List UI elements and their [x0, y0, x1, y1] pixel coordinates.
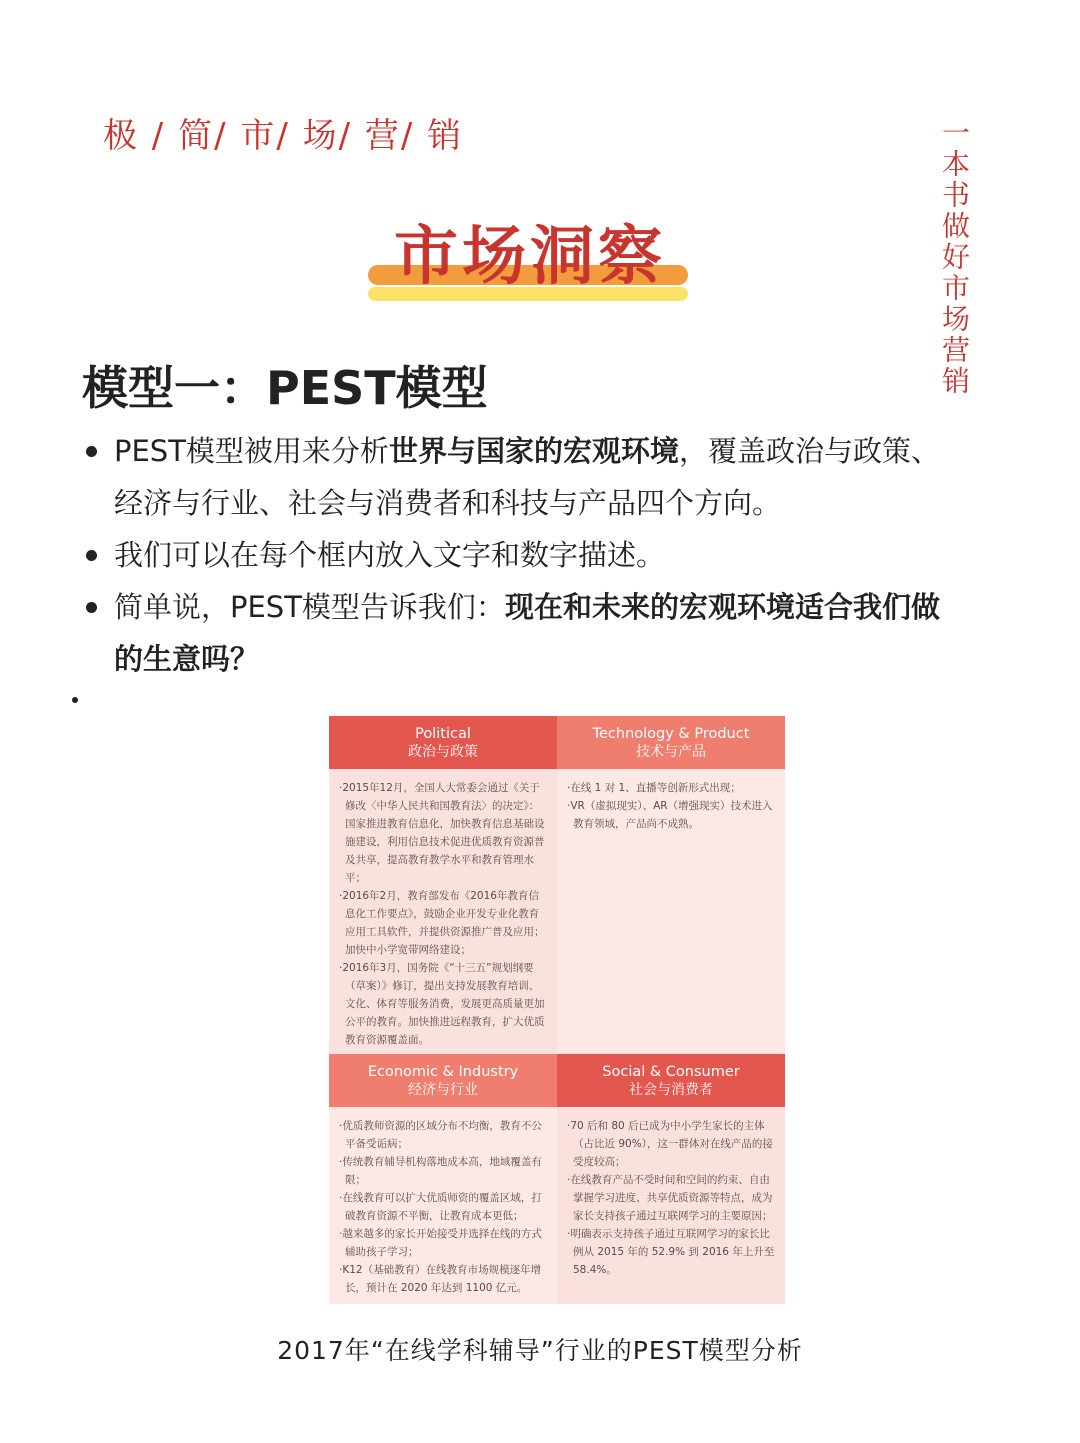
economic-title-zh: 经济与行业	[408, 1082, 478, 1098]
brand-vertical-slogan: 一本书做好市场营销	[938, 118, 971, 397]
political-title-en: Political	[415, 726, 471, 742]
economic-title-en: Economic & Industry	[367, 1064, 519, 1080]
social-title-en: Social & Consumer	[602, 1064, 740, 1080]
political-body	[329, 771, 557, 1053]
section-title: 市场洞察	[394, 220, 666, 294]
social-item: ·70 后和 80 后已成为中小学生家长的主体（占比近 90%），这一群体对在线产品的接受度较高；	[567, 1120, 773, 1168]
economic-body	[329, 1109, 557, 1304]
social-title-zh: 社会与消费者	[629, 1082, 713, 1098]
political-header	[329, 716, 557, 769]
technology-title-zh: 技术与产品	[636, 744, 706, 760]
bullet-item	[82, 529, 962, 581]
bullet-text: ，覆盖政治与政策、经济与行业、社会与消费者和科技与产品四个方向。	[114, 434, 940, 520]
economic-item: ·越来越多的家长开始接受并选择在线的方式辅助孩子学习；	[339, 1228, 542, 1258]
social-item: ·在线教育产品不受时间和空间的约束、自由掌握学习进度、共享优质资源等特点，成为家长支持孩子通过互联网学习的主要原因；	[567, 1174, 773, 1222]
economic-item: ·K12（基础教育）在线教育市场规模逐年增长，预计在 2020 年达到 1100 亿元。	[339, 1264, 542, 1294]
technology-title-en: Technology & Product	[592, 726, 750, 742]
bullet-text: 我们可以在每个框内放入文字和数字描述。	[114, 538, 666, 572]
bullet-item	[82, 425, 962, 529]
political-title-zh: 政治与政策	[408, 744, 478, 760]
pest-figure	[329, 716, 785, 1304]
bullet-emphasis: 现在和未来的宏观环境适合我们做的生意吗？	[114, 590, 940, 676]
social-header	[557, 1054, 785, 1107]
economic-item: ·优质教师资源的区域分布不均衡，教育不公平备受诟病；	[339, 1120, 542, 1150]
political-item: ·2016年3月，国务院《“十三五”规划纲要（草案）》修订，提出支持发展教育培训、文化、体育等服务消费，发展更高质量更加公平的教育。加快推进远程教育，扩大优质教育资源覆盖面。	[339, 962, 545, 1046]
stray-bullet-dot	[72, 697, 78, 703]
bullet-emphasis: 世界与国家的宏观环境	[388, 434, 679, 468]
brand-series-title: 极 / 简/ 市/ 场/ 营/ 销	[103, 116, 464, 156]
technology-item: ·VR（虚拟现实）、AR（增强现实）技术进入教育领域，产品尚不成熟。	[567, 800, 773, 830]
economic-item: ·传统教育辅导机构落地成本高，地域覆盖有限；	[339, 1156, 542, 1186]
economic-header	[329, 1054, 557, 1107]
section-title-block	[360, 205, 700, 305]
technology-body	[557, 771, 785, 1053]
bullet-item	[82, 581, 962, 685]
bullet-text: PEST模型被用来分析	[114, 434, 389, 468]
technology-header	[557, 716, 785, 769]
political-item: ·2015年12月，全国人大常委会通过《关于修改〈中华人民共和国教育法〉的决定》：国家推进教育信息化，加快教育信息基础设施建设，利用信息技术促进优质教育资源普及共享，提高教育教学水平和教育管理水平；	[339, 782, 545, 884]
bullet-text: 简单说，PEST模型告诉我们：	[114, 590, 505, 624]
technology-item: ·在线 1 对 1、直播等创新形式出现；	[567, 782, 741, 794]
political-item: ·2016年2月，教育部发布《2016年教育信息化工作要点》，鼓励企业开发专业化教育应用工具软件，并提供资源推广普及应用；加快中小学宽带网络建设；	[339, 890, 545, 956]
social-body	[557, 1109, 785, 1304]
figure-caption: 2017年“在线学科辅导”行业的PEST模型分析	[277, 1336, 803, 1365]
economic-item: ·在线教育可以扩大优质师资的覆盖区域，打破教育资源不平衡，让教育成本更低；	[339, 1192, 542, 1222]
social-item: ·明确表示支持孩子通过互联网学习的家长比例从 2015 年的 52.9% 到 2016 年上升至 58.4%。	[567, 1228, 775, 1276]
bullet-list	[82, 425, 962, 685]
model-heading: 模型一：PEST模型	[82, 361, 488, 415]
